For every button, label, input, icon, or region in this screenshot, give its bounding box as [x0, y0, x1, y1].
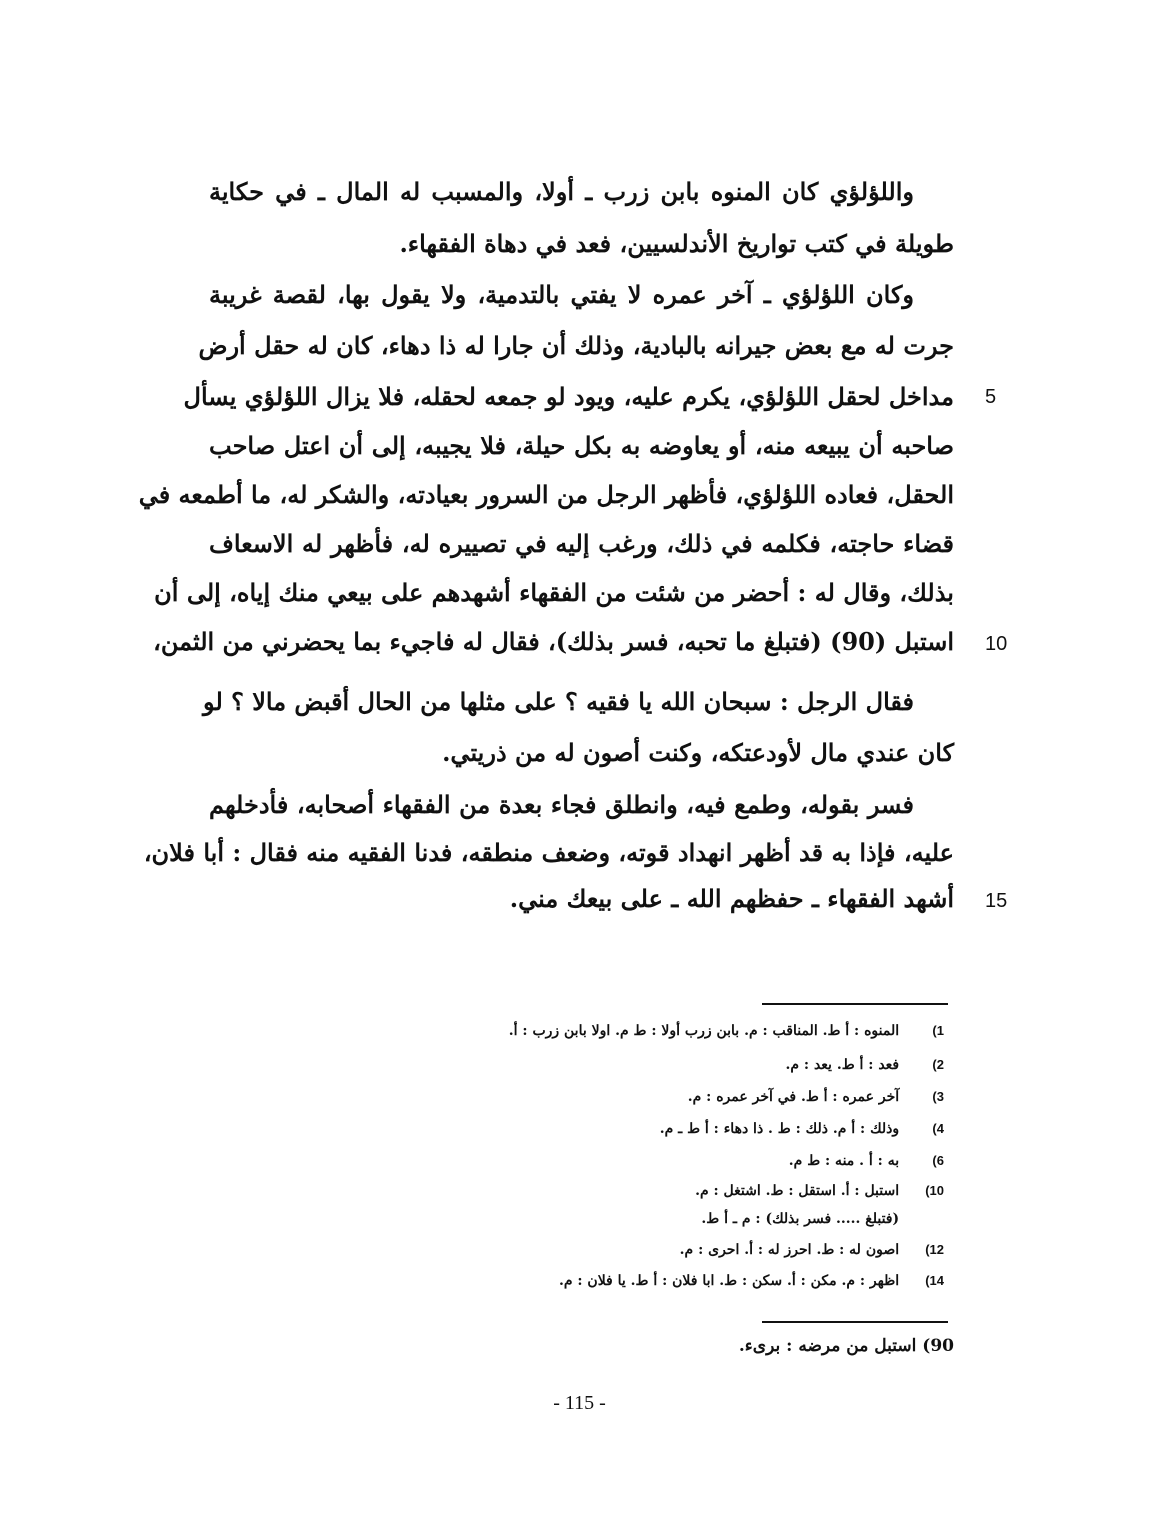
footnote-12 — [680, 1240, 944, 1260]
body-line-6: صاحبه أن يبيعه منه، أو يعاوضه به بكل حيلة، فلا يجيبه، إلى أن اعتل صاحب — [209, 431, 954, 460]
footnote-number: 4) — [932, 1121, 944, 1136]
note-separator — [762, 1321, 948, 1323]
body-line-12: كان عندي مال لأودعتكه، وكنت أصون له من ذريتي. — [442, 738, 954, 767]
footnote-4 — [660, 1119, 944, 1139]
body-line-4: جرت له مع بعض جيرانه بالبادية، وذلك أن جارا له ذا دهاء، كان له حقل أرض — [198, 331, 954, 360]
line-number-15: 15 — [985, 890, 1008, 912]
footnote-10 — [695, 1181, 944, 1201]
footnote-6 — [789, 1151, 944, 1171]
explanatory-note: 90) استبل من مرضه : برىء. — [738, 1336, 954, 1356]
footnote-number: 14) — [925, 1273, 944, 1288]
footnote-text: اصون له : ط. احرز له : أ. احرى : م. — [679, 1242, 900, 1258]
body-line-11: فقال الرجل : سبحان الله يا فقيه ؟ على مثلها من الحال أقبض مالا ؟ لو — [203, 687, 914, 716]
footnote-2 — [785, 1055, 944, 1075]
body-line-10: استبل (90) (فتبلغ ما تحبه، فسر بذلك)، فقال له فاجيء بما يحضرني من الثمن، — [153, 627, 954, 656]
footnote-number: 2) — [932, 1057, 944, 1072]
footnote-text: (فتبلغ ..... فسر بذلك) : م ـ أ ط. — [701, 1211, 900, 1227]
footnote-text: اظهر : م. مكن : أ. سكن : ط. ابا فلان : أ ط. يا فلان : م. — [558, 1273, 900, 1289]
body-line-2: طويلة في كتب تواريخ الأندلسيين، فعد في دهاة الفقهاء. — [399, 229, 954, 258]
footnote-text: المنوه : أ ط. المناقب : م. بابن زرب أولا : ط م. اولا بابن زرب : أ. — [508, 1023, 900, 1039]
body-line-15: أشهد الفقهاء ـ حفظهم الله ـ على بيعك مني. — [509, 884, 954, 913]
footnote-text: آخر عمره : أ ط. في آخر عمره : م. — [687, 1089, 900, 1105]
footnote-number: 6) — [932, 1153, 944, 1168]
body-line-14: عليه، فإذا به قد أظهر انهداد قوته، وضعف منطقه، فدنا الفقيه منه فقال : أبا فلان، — [143, 838, 954, 867]
footnote-text: وذلك : أ م. ذلك : ط . ذا دهاء : أ ط ـ م. — [659, 1121, 900, 1137]
body-line-13: فسر بقوله، وطمع فيه، وانطلق فجاء بعدة من الفقهاء أصحابه، فأدخلهم — [209, 790, 914, 819]
line-number-10: 10 — [985, 633, 1008, 655]
footnote-number: 12) — [925, 1242, 944, 1257]
body-line-3: وكان اللؤلؤي ـ آخر عمره لا يفتي بالتدمية، ولا يقول بها، لقصة غريبة — [209, 280, 914, 309]
body-line-5: مداخل لحقل اللؤلؤي، يكرم عليه، ويود لو جمعه لحقله، فلا يزال اللؤلؤي يسأل — [183, 382, 954, 411]
page-number: - 115 - — [553, 1392, 606, 1414]
footnote-number: 1) — [932, 1023, 944, 1038]
footnote-14 — [559, 1271, 944, 1291]
body-line-8: قضاء حاجته، فكلمه في ذلك، ورغب إليه في تصييره له، فأظهر له الاسعاف — [209, 529, 954, 558]
body-line-1: واللؤلؤي كان المنوه بابن زرب ـ أولا، والمسبب له المال ـ في حكاية — [209, 177, 914, 206]
footnote-1 — [509, 1021, 944, 1041]
footnote-3 — [688, 1087, 944, 1107]
footnote-text: به : أ . منه : ط م. — [788, 1153, 900, 1169]
footnote-number: 10) — [925, 1183, 944, 1198]
footnote-separator — [762, 1003, 948, 1005]
body-line-9: بذلك، وقال له : أحضر من شئت من الفقهاء أشهدهم على بيعي منك إياه، إلى أن — [154, 578, 954, 607]
footnote-text: فعد : أ ط. يعد : م. — [785, 1057, 900, 1073]
body-line-7: الحقل، فعاده اللؤلؤي، فأظهر الرجل من السرور بعيادته، والشكر له، ما أطمعه في — [138, 480, 954, 509]
footnote-number: 3) — [932, 1089, 944, 1104]
line-number-5: 5 — [985, 386, 997, 408]
footnote-text: استبل : أ. استقل : ط. اشتغل : م. — [695, 1183, 900, 1199]
footnote-10-continued — [701, 1209, 944, 1229]
